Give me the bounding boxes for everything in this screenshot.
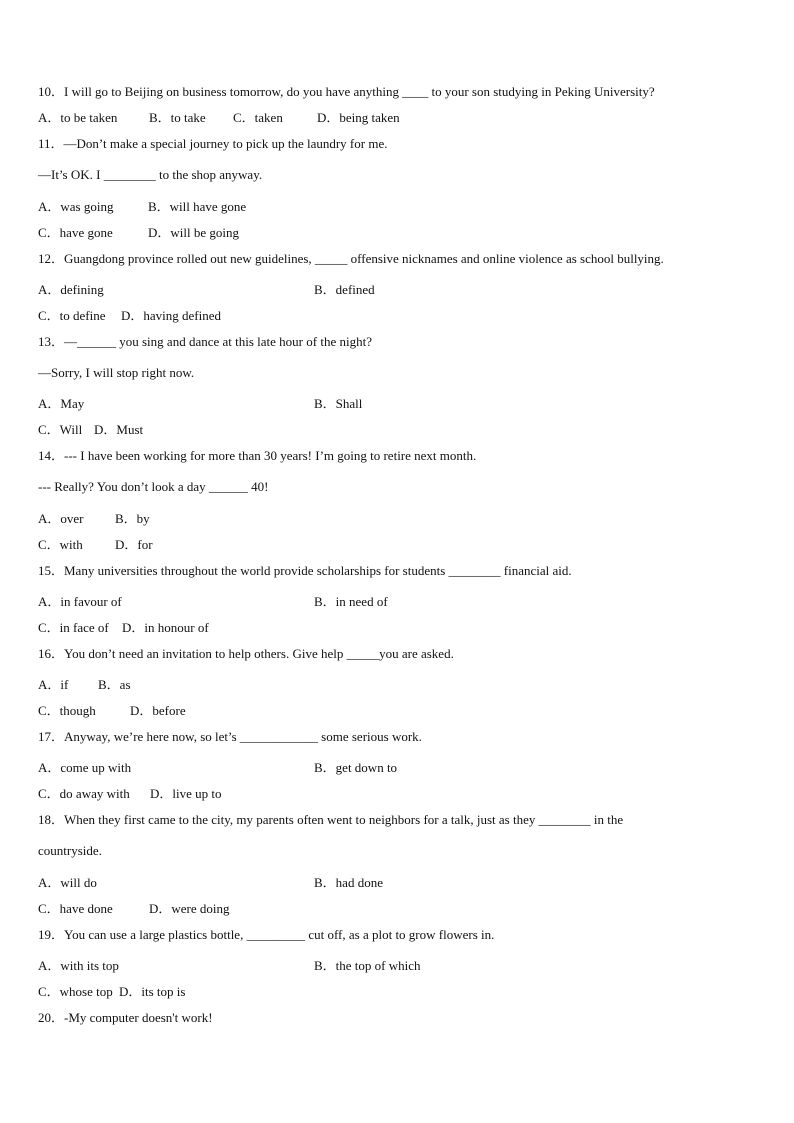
question-10-stem: 10．I will go to Beijing on business tomorrow, do you have anything ____ to your son studying in Peking University? [38,84,655,99]
question-14-option-a[interactable]: A．over [38,511,84,526]
question-17-option-c[interactable]: C．do away with [38,786,130,801]
question-18-stem-continued: countryside. [38,843,102,858]
question-12-stem: 12．Guangdong province rolled out new guidelines, _____ offensive nicknames and online violence as school bullying. [38,251,664,266]
question-16-stem: 16．You don’t need an invitation to help others. Give help _____you are asked. [38,646,454,661]
question-17-stem: 17．Anyway, we’re here now, so let’s ____________ some serious work. [38,729,422,744]
question-17-option-b[interactable]: B．get down to [314,760,398,775]
question-13-stem-reply: —Sorry, I will stop right now. [38,365,195,380]
question-18-stem: 18．When they first came to the city, my parents often went to neighbors for a talk, just as they ________ in the [38,812,624,827]
question-13-option-b[interactable]: B．Shall [314,396,363,411]
question-14-option-c[interactable]: C．with [38,537,83,552]
question-13-option-c[interactable]: C．Will [38,422,83,437]
question-11-option-d[interactable]: D．will be going [148,225,239,240]
question-19-option-b[interactable]: B．the top of which [314,958,421,973]
question-11-option-a[interactable]: A．was going [38,199,114,214]
question-20-stem: 20．-My computer doesn't work! [38,1010,213,1025]
question-12-option-b[interactable]: B．defined [314,282,375,297]
question-17-option-a[interactable]: A．come up with [38,760,132,775]
question-12-option-d[interactable]: D．having defined [121,308,222,323]
question-19-option-a[interactable]: A．with its top [38,958,119,973]
question-10-option-d[interactable]: D．being taken [317,110,400,125]
question-19-option-d[interactable]: D．its top is [119,984,186,999]
question-16-option-b[interactable]: B．as [98,677,131,692]
question-16-option-a[interactable]: A．if [38,677,69,692]
question-13-option-a[interactable]: A．May [38,396,85,411]
question-11-option-b[interactable]: B．will have gone [148,199,247,214]
question-14-stem-reply: --- Really? You don’t look a day ______ 40! [38,479,269,494]
question-14-option-b[interactable]: B．by [115,511,150,526]
question-15-stem: 15．Many universities throughout the world provide scholarships for students ________ financial aid. [38,563,572,578]
question-19-option-c[interactable]: C．whose top [38,984,113,999]
question-18-option-b[interactable]: B．had done [314,875,383,890]
question-13-option-d[interactable]: D．Must [94,422,144,437]
question-14-option-d[interactable]: D．for [115,537,153,552]
question-11-stem: 11．—Don’t make a special journey to pick up the laundry for me. [38,136,388,151]
question-17-option-d[interactable]: D．live up to [150,786,222,801]
question-13-stem: 13．—______ you sing and dance at this late hour of the night? [38,334,372,349]
question-14-stem: 14．--- I have been working for more than 30 years! I’m going to retire next month. [38,448,477,463]
question-19-stem: 19．You can use a large plastics bottle, _________ cut off, as a plot to grow flowers in. [38,927,495,942]
question-11-stem-reply: —It’s OK. I ________ to the shop anyway. [38,167,263,182]
question-16-option-c[interactable]: C．though [38,703,96,718]
question-11-option-c[interactable]: C．have gone [38,225,113,240]
question-15-option-b[interactable]: B．in need of [314,594,388,609]
question-10-option-b[interactable]: B．to take [149,110,206,125]
question-18-option-a[interactable]: A．will do [38,875,97,890]
question-10-option-c[interactable]: C．taken [233,110,283,125]
question-15-option-a[interactable]: A．in favour of [38,594,122,609]
question-15-option-d[interactable]: D．in honour of [122,620,209,635]
question-15-option-c[interactable]: C．in face of [38,620,109,635]
question-12-option-c[interactable]: C．to define [38,308,106,323]
question-12-option-a[interactable]: A．defining [38,282,104,297]
question-10-option-a[interactable]: A．to be taken [38,110,118,125]
question-18-option-c[interactable]: C．have done [38,901,113,916]
question-18-option-d[interactable]: D．were doing [149,901,230,916]
question-16-option-d[interactable]: D．before [130,703,186,718]
